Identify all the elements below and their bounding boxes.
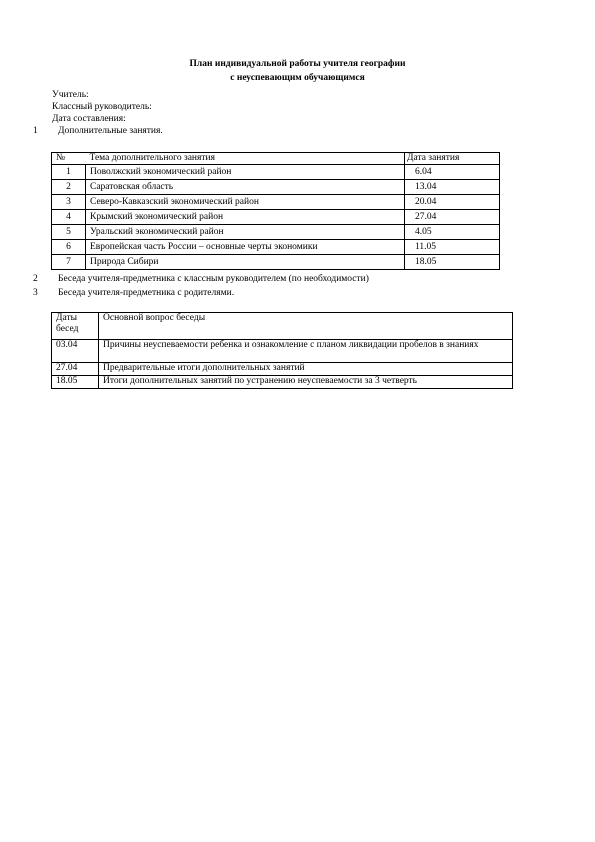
row-date: 6.04 [405,165,500,180]
row-number: 1 [52,165,86,180]
list-item-number: 2 [33,274,38,284]
list-item-text: Дополнительные занятия. [58,126,163,136]
date-label: Дата составления: [52,114,126,124]
lessons-table [51,152,500,270]
list-item-text: Беседа учителя-предметника с классным руководителем (по необходимости) [58,274,369,284]
table-row [52,210,500,225]
row-topic: Северо-Кавказский экономический район [86,195,405,210]
table-header-row [52,153,500,165]
row-question: Предварительные итоги дополнительных занятий [99,363,513,376]
table-row [52,180,500,195]
header-date: Дата занятия [405,153,500,165]
class-teacher-label: Классный руководитель: [52,102,152,112]
table-row [52,195,500,210]
row-question: Причины неуспеваемости ребенка и ознакомление с планом ликвидации пробелов в знаниях [99,340,513,363]
row-topic: Уральский экономический район [86,225,405,240]
row-date: 18.05 [52,376,99,389]
list-item-number: 1 [33,126,38,136]
row-question: Итоги дополнительных занятий по устранению неуспеваемости за 3 четверть [99,376,513,389]
teacher-label: Учитель: [52,90,89,100]
row-date: 03.04 [52,340,99,363]
table-row [52,340,513,363]
talks-table [51,312,513,389]
row-number: 3 [52,195,86,210]
table-row [52,363,513,376]
table-row [52,165,500,180]
row-topic: Крымский экономический район [86,210,405,225]
list-item-text: Беседа учителя-предметника с родителями. [58,288,235,298]
document-title-line1: План индивидуальной работы учителя географии [189,59,406,69]
row-date: 11.05 [405,240,500,255]
row-topic: Поволжский экономический район [86,165,405,180]
row-number: 7 [52,255,86,270]
row-date: 13.04 [405,180,500,195]
document-title-line2: с неуспевающим обучающимся [230,73,365,83]
row-date: 27.04 [405,210,500,225]
header-number: № [52,153,86,165]
row-topic: Европейская часть России – основные черты экономики [86,240,405,255]
row-topic: Саратовская область [86,180,405,195]
header-topic: Тема дополнительного занятия [86,153,405,165]
row-number: 4 [52,210,86,225]
row-date: 4.05 [405,225,500,240]
row-date: 27.04 [52,363,99,376]
row-number: 2 [52,180,86,195]
list-item [33,287,234,299]
row-number: 6 [52,240,86,255]
list-item [33,125,163,137]
table-row [52,376,513,389]
header-dates: Даты бесед [52,313,99,340]
row-number: 5 [52,225,86,240]
header-question: Основной вопрос беседы [99,313,513,340]
row-date: 20.04 [405,195,500,210]
table-row [52,255,500,270]
row-date: 18.05 [405,255,500,270]
row-topic: Природа Сибири [86,255,405,270]
list-item [33,273,369,285]
table-header-row [52,313,513,340]
table-row [52,225,500,240]
list-item-number: 3 [33,288,38,298]
table-row [52,240,500,255]
